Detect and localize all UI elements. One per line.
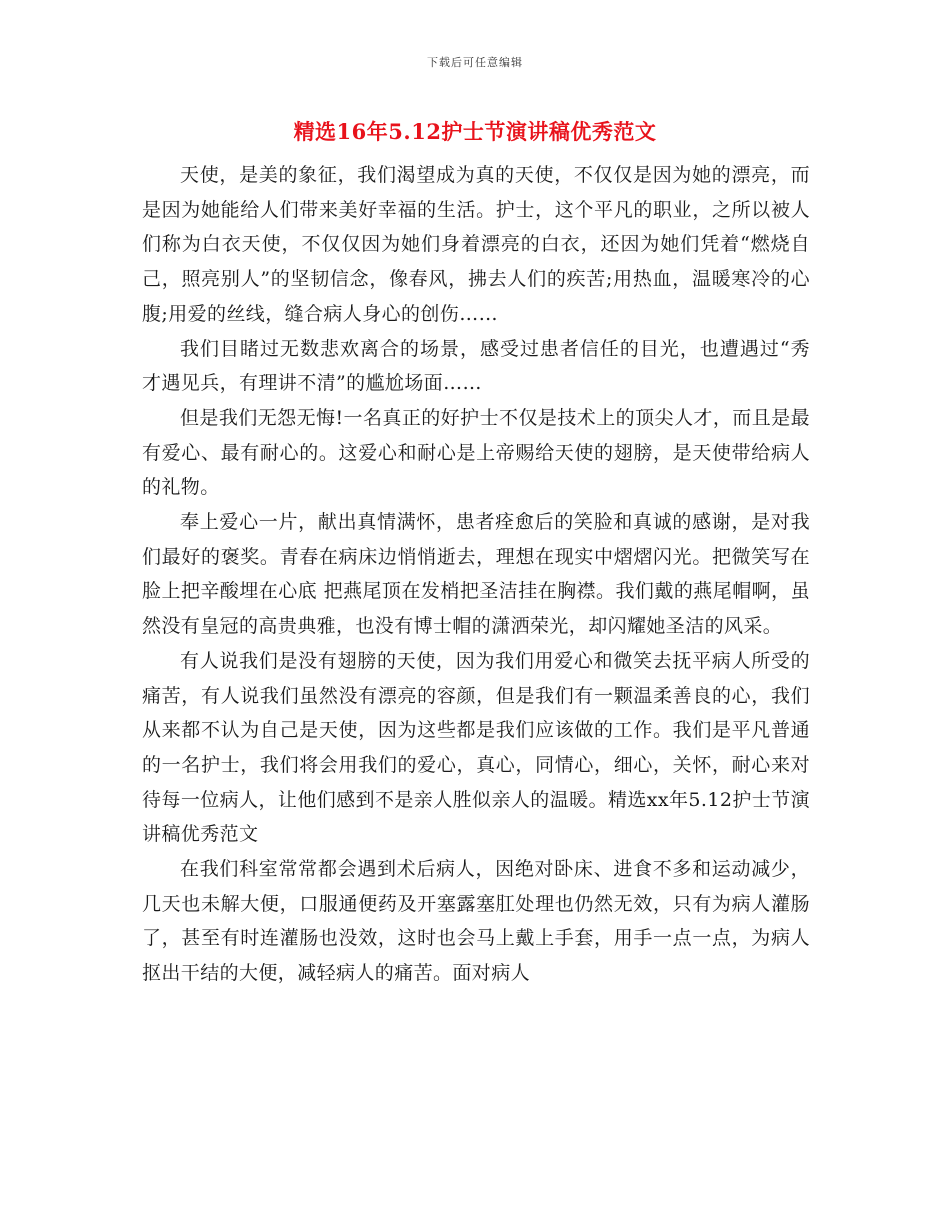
document-title: 精选16年5.12护士节演讲稿优秀范文: [293, 119, 657, 144]
paragraph-1: 天使，是美的象征，我们渴望成为真的天使，不仅仅是因为她的漂亮，而是因为她能给人们带来美好幸福的生活。护士，这个平凡的职业，之所以被人们称为白衣天使，不仅仅因为她们身着漂亮的白衣，还因为她们凭着“燃烧自己，照亮别人”的坚韧信念，像春风，拂去人们的疾苦;用热血，温暖寒冷的心腹;用爱的丝线，缝合病人身心的创伤……: [142, 164, 810, 325]
document-body: [142, 158, 810, 991]
paragraph-5: 有人说我们是没有翅膀的天使，因为我们用爱心和微笑去抚平病人所受的痛苦，有人说我们虽然没有漂亮的容颜，但是我们有一颗温柔善良的心，我们从来都不认为自己是天使，因为这些都是我们应该做的工作。我们是平凡普通的一名护士，我们将会用我们的爱心，真心，同情心，细心，关怀，耐心来对待每一位病人，让他们感到不是亲人胜似亲人的温暖。精选xx年5.12护士节演讲稿优秀范文: [142, 649, 810, 846]
paragraph-3: 但是我们无怨无悔!一名真正的好护士不仅是技术上的顶尖人才，而且是最有爱心、最有耐心的。这爱心和耐心是上帝赐给天使的翅膀，是天使带给病人的礼物。: [142, 406, 810, 499]
page-header-note: 下载后可任意编辑: [427, 56, 523, 69]
paragraph-2: 我们目睹过无数悲欢离合的场景，感受过患者信任的目光，也遭遇过“秀才遇见兵，有理讲不清”的尴尬场面……: [142, 337, 810, 395]
paragraph-4: 奉上爱心一片，献出真情满怀，患者痊愈后的笑脸和真诚的感谢，是对我们最好的褒奖。青春在病床边悄悄逝去，理想在现实中熠熠闪光。把微笑写在脸上把辛酸埋在心底 把燕尾顶在发梢把圣洁挂在胸襟。我们戴的燕尾帽啊，虽然没有皇冠的高贵典雅，也没有博士帽的潇洒荣光，却闪耀她圣洁的风采。: [142, 511, 810, 638]
paragraph-6: 在我们科室常常都会遇到术后病人，因绝对卧床、进食不多和运动减少，几天也未解大便，口服通便药及开塞露塞肛处理也仍然无效，只有为病人灌肠了，甚至有时连灌肠也没效，这时也会马上戴上手套，用手一点一点，为病人抠出干结的大便，减轻病人的痛苦。面对病人: [142, 858, 810, 985]
